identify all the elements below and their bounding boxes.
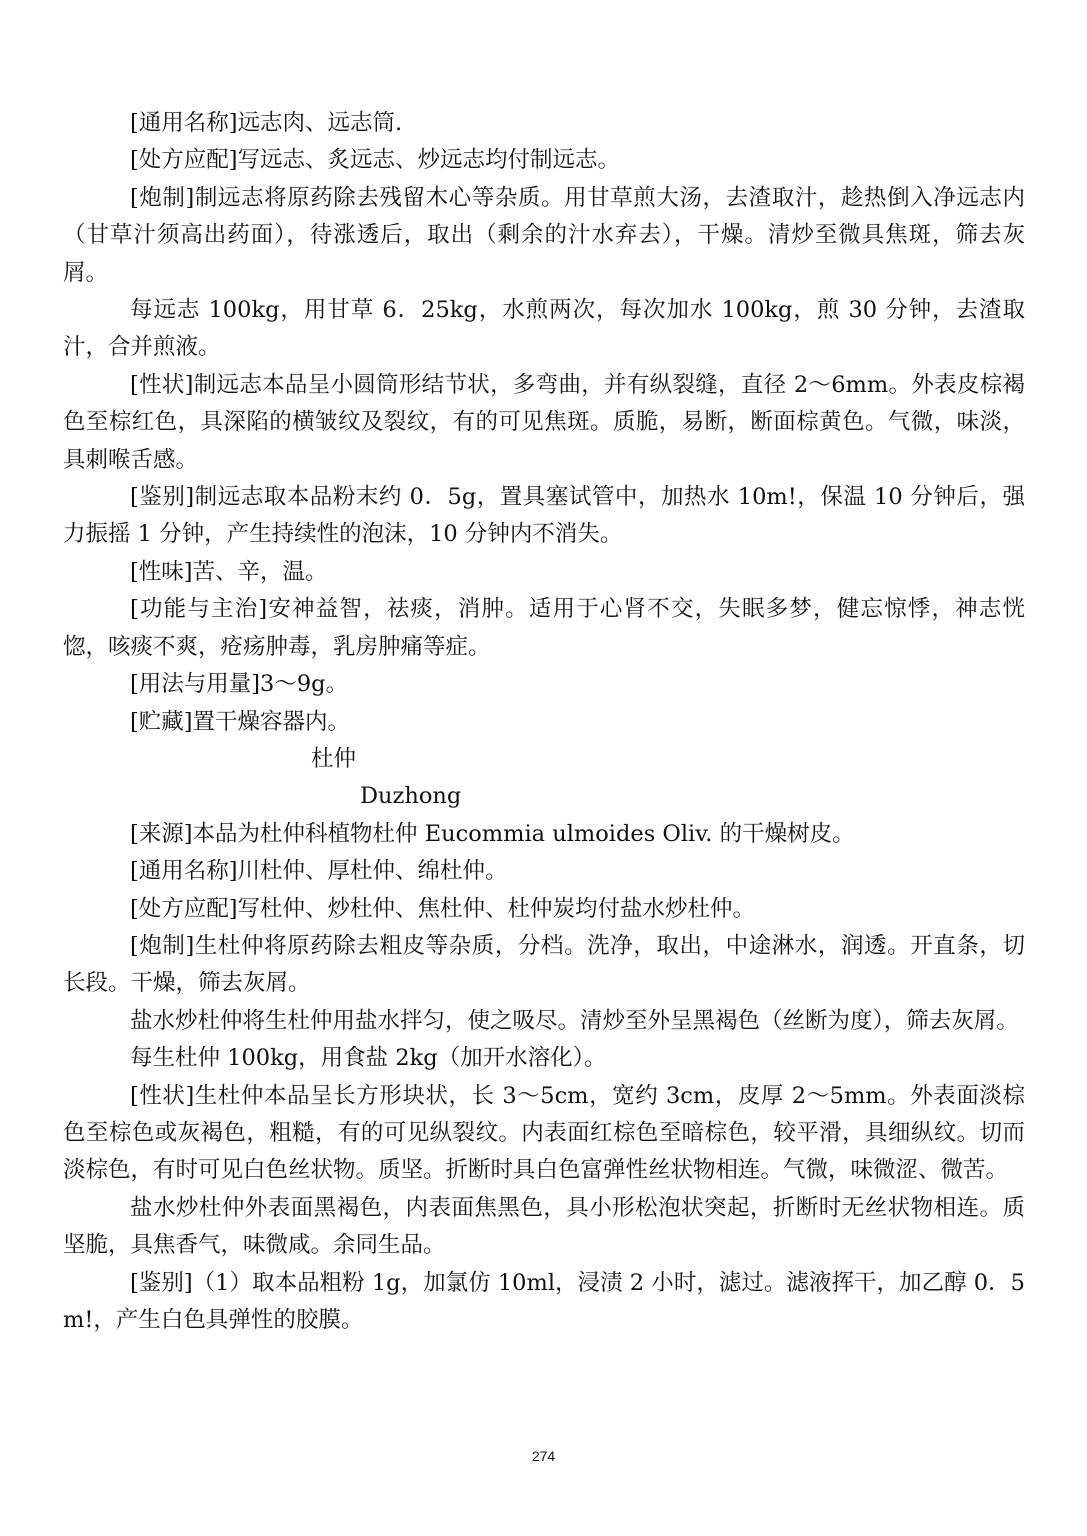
paragraph-characteristics-2: [性状]生杜仲本品呈长方形块状，长 3～5cm，宽约 3cm，皮厚 2～5mm。外表面淡棕色至棕色或灰褐色，粗糙，有的可见纵裂纹。内表面红棕色至暗棕色，较平滑，具细纵纹。切而淡棕色，有时可见白色丝状物。质坚。折断时具白色富弹性丝状物相连。气微，味微涩、微苦。 [63, 1082, 1025, 1184]
page-number: 274 [531, 1448, 556, 1464]
page-content [63, 105, 1025, 1339]
paragraph-dosage: [用法与用量]3～9g。 [130, 671, 349, 698]
entry-title-pinyin: Duzhong [360, 783, 462, 810]
paragraph-processing-2: [炮制]生杜仲将原药除去粗皮等杂质，分档。洗净，取出，中途淋水，润透。开直条，切长段。干燥，筛去灰屑。 [63, 932, 1025, 997]
paragraph-identification-2: [鉴别]（1）取本品粗粉 1g，加氯仿 10ml，浸渍 2 小时，滤过。滤液挥干，加乙醇 0．5m!，产生白色具弹性的胶膜。 [63, 1269, 1025, 1333]
paragraph-salt-fried-characteristics: 盐水炒杜仲外表面黑褐色，内表面焦黑色，具小形松泡状突起，折断时无丝状物相连。质坚脆，具焦香气，味微咸。余同生品。 [63, 1194, 1025, 1259]
paragraph-processing: [炮制]制远志将原药除去残留木心等杂质。用甘草煎大汤，去渣取汁，趁热倒入净远志内（甘草汁须高出药面），待涨透后，取出（剩余的汁水弃去），干燥。清炒至微具焦斑，筛去灰屑。 [63, 184, 1025, 286]
paragraph-salt-fried: 盐水炒杜仲将生杜仲用盐水拌匀，使之吸尽。清炒至外呈黑褐色（丝断为度），筛去灰屑。 [130, 1007, 1019, 1034]
paragraph-prescription-2: [处方应配]写杜仲、炒杜仲、焦杜仲、杜仲炭均付盐水炒杜仲。 [130, 895, 756, 922]
paragraph-storage: [贮藏]置干燥容器内。 [130, 708, 351, 735]
paragraph-characteristics: [性状]制远志本品呈小圆筒形结节状，多弯曲，并有纵裂缝，直径 2～6mm。外表皮棕褐色至棕红色，具深陷的横皱纹及裂纹，有的可见焦斑。质脆，易断，断面棕黄色。气微，味淡，具刺喉舌感。 [63, 371, 1025, 473]
paragraph-source: [来源]本品为杜仲科植物杜仲 Eucommia ulmoides Oliv. 的干燥树皮。 [130, 820, 855, 847]
paragraph-common-names: [通用名称]远志肉、远志筒. [130, 110, 403, 136]
paragraph-identification: [鉴别]制远志取本品粉末约 0．5g，置具塞试管中，加热水 10m!，保温 10 分钟后，强力振摇 1 分钟，产生持续性的泡沫，10 分钟内不消失。 [63, 484, 1025, 548]
paragraph-prescription: [处方应配]写远志、炙远志、炒远志均付制远志。 [130, 147, 621, 174]
entry-title-chinese: 杜仲 [311, 745, 357, 772]
paragraph-functions: [功能与主治]安神益智，祛痰，消肿。适用于心肾不交，失眠多梦，健忘惊悸，神志恍惚，咳痰不爽，疮疡肿毒，乳房肿痛等症。 [63, 596, 1025, 660]
paragraph-common-names-2: [通用名称]川杜仲、厚杜仲、绵杜仲。 [130, 858, 508, 885]
paragraph-nature-flavor: [性味]苦、辛，温。 [130, 558, 328, 585]
paragraph-salt-ratio: 每生杜仲 100kg，用食盐 2kg（加开水溶化）。 [130, 1045, 607, 1072]
paragraph-processing-ratio: 每远志 100kg，用甘草 6．25kg，水煎两次，每次加水 100kg，煎 30 分钟，去渣取汁，合并煎液。 [63, 297, 1025, 361]
